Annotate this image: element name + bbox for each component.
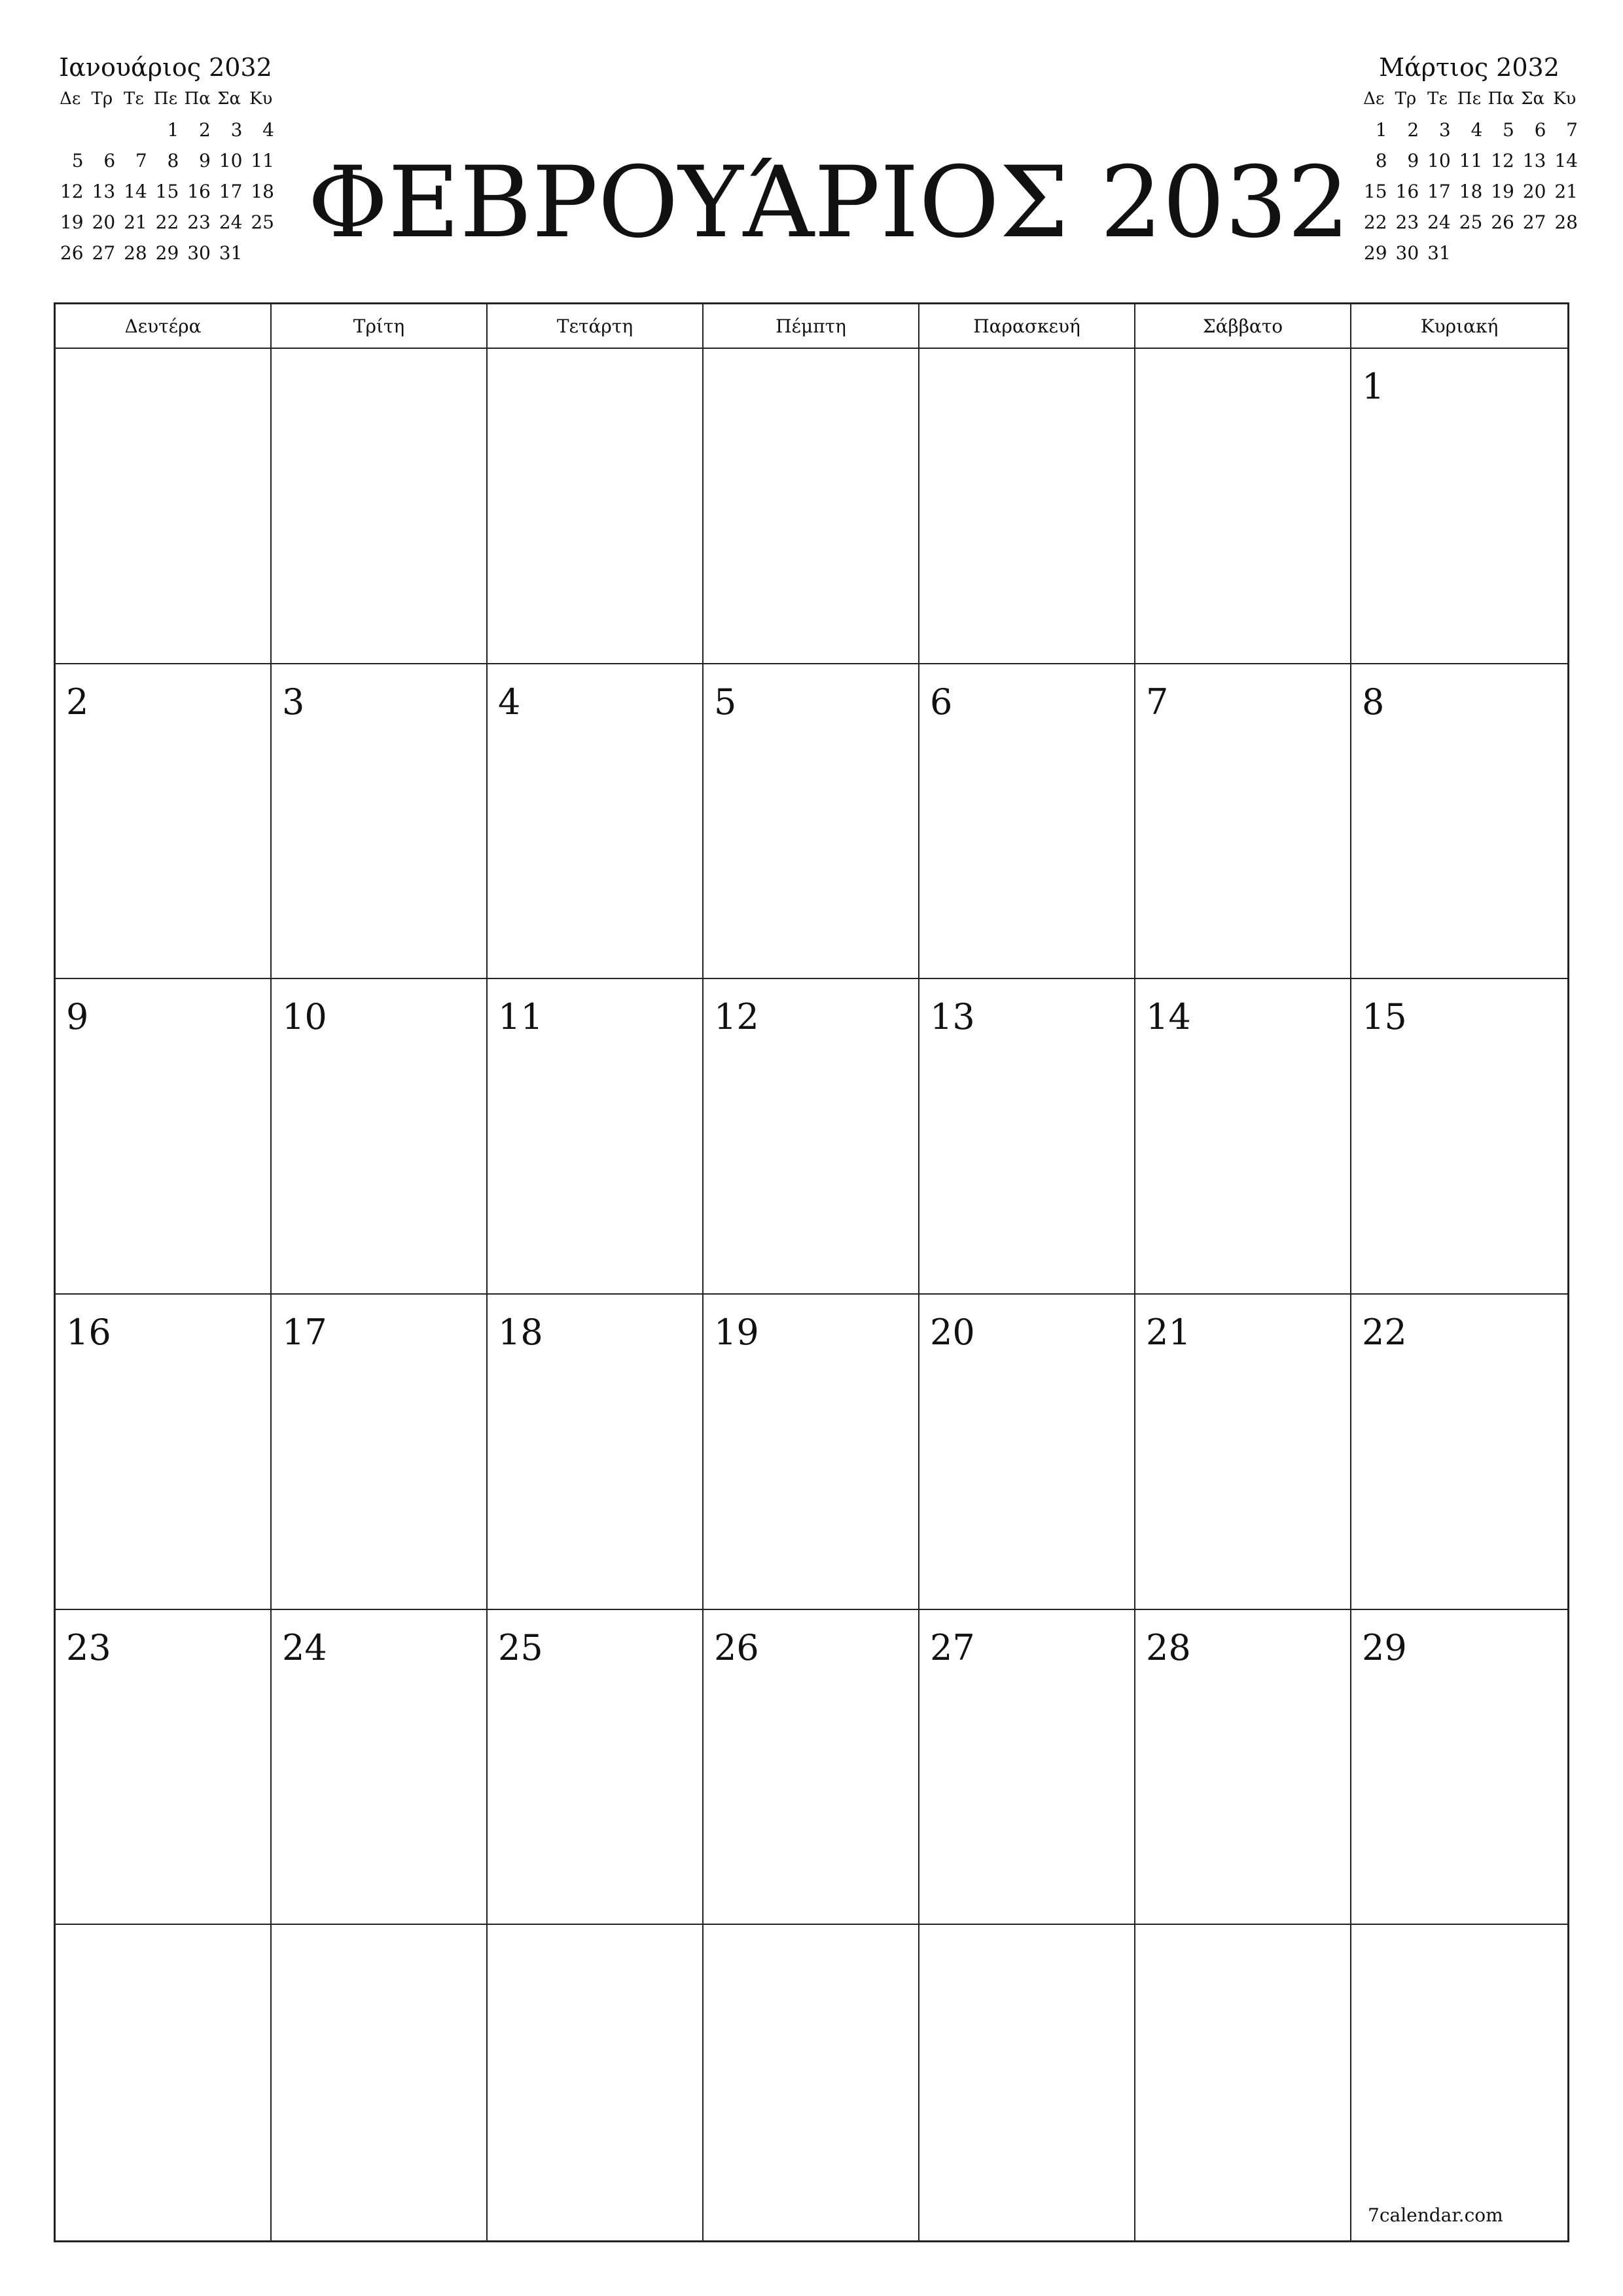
mini-day [54,115,86,145]
day-cell [56,1610,272,1926]
mini-weekday: Δε [60,89,81,109]
mini-weekday: Δε [1363,89,1385,109]
mini-day: 4 [262,119,274,141]
day-cell [488,349,704,664]
day-number: 14 [1146,996,1191,1038]
mini-day: 3 [1438,119,1451,141]
day-number: 4 [498,681,521,723]
day-number: 22 [1362,1311,1407,1353]
day-number: 7 [1146,681,1169,723]
day-number: 16 [66,1311,111,1353]
mini-day: 22 [1363,211,1387,233]
mini-day: 9 [199,150,211,171]
weekday-header: Κυριακή [1351,304,1567,349]
day-number: 10 [282,996,327,1038]
day-cell [488,1295,704,1610]
mini-day: 6 [103,150,116,171]
mini-weekday: Σα [217,89,241,109]
mini-day: 13 [1522,150,1546,171]
mini-weekday: Σα [1521,89,1545,109]
day-number: 18 [498,1311,543,1353]
mini-day: 16 [1395,181,1419,202]
mini-day: 14 [124,181,147,202]
mini-day: 7 [135,150,147,171]
day-cell [704,349,919,664]
day-number: 28 [1146,1626,1191,1668]
mini-day: 14 [1554,150,1578,171]
day-cell [272,1925,488,2240]
mini-day: 19 [60,211,84,233]
mini-day: 22 [155,211,179,233]
mini-day [1454,238,1486,268]
mini-day: 10 [1427,150,1451,171]
day-cell [919,664,1135,980]
day-cell [704,979,919,1295]
mini-day: 29 [155,242,179,264]
mini-day: 9 [1407,150,1419,171]
day-number: 2 [66,681,89,723]
day-cell [1351,1925,1567,2240]
mini-day: 1 [167,119,179,141]
mini-day: 30 [1395,242,1419,264]
mini-day: 3 [230,119,243,141]
mini-day: 8 [167,150,179,171]
mini-day: 2 [1407,119,1419,141]
mini-calendar-prev [54,51,277,268]
day-number: 19 [714,1311,759,1353]
day-cell [1135,349,1351,664]
day-number: 3 [282,681,305,723]
day-number: 23 [66,1626,111,1668]
mini-day: 6 [1534,119,1546,141]
mini-day: 5 [71,150,84,171]
day-number: 11 [498,996,543,1038]
day-cell [1135,1610,1351,1926]
mini-weekday: Πα [184,89,211,109]
mini-day: 2 [199,119,211,141]
mini-day: 7 [1566,119,1578,141]
mini-calendar-prev-grid [54,84,277,268]
mini-day: 21 [124,211,147,233]
day-number: 26 [714,1626,759,1668]
mini-weekday: Πα [1488,89,1514,109]
mini-day: 4 [1471,119,1483,141]
day-cell [919,1610,1135,1926]
day-number: 1 [1362,366,1385,407]
day-number: 5 [714,681,737,723]
page-title: ΦΕΒΡΟΥΆΡΙΟΣ 2032 [308,146,1350,260]
mini-day: 18 [251,181,274,202]
day-cell [919,1925,1135,2240]
day-number: 21 [1146,1311,1191,1353]
day-cell [56,349,272,664]
day-cell [56,664,272,980]
day-cell [488,1610,704,1926]
mini-calendar-next-title: Μάρτιος 2032 [1379,53,1560,82]
weekday-header: Τετάρτη [488,304,704,349]
mini-day: 17 [219,181,243,202]
day-number: 25 [498,1626,543,1668]
day-cell [56,1925,272,2240]
mini-day: 11 [1459,150,1483,171]
weekday-header: Πέμπτη [704,304,919,349]
month-grid [54,302,1569,2242]
weekday-header: Τρίτη [272,304,488,349]
day-number: 6 [930,681,953,723]
mini-day: 31 [1427,242,1451,264]
mini-day: 28 [1554,211,1578,233]
mini-weekday: Πε [153,89,178,109]
day-cell [488,1925,704,2240]
day-number: 17 [282,1311,327,1353]
day-cell [488,664,704,980]
mini-calendar-prev-title: Ιανουάριος 2032 [59,53,272,82]
mini-day: 23 [187,211,211,233]
day-cell [1351,979,1567,1295]
mini-day: 8 [1375,150,1387,171]
mini-day: 10 [219,150,243,171]
mini-day: 25 [251,211,274,233]
mini-day: 15 [1363,181,1387,202]
mini-day [245,238,277,268]
mini-day: 31 [219,242,243,264]
day-cell [1351,1295,1567,1610]
mini-day: 19 [1491,181,1514,202]
mini-day: 20 [92,211,116,233]
mini-day: 24 [1427,211,1451,233]
day-cell [1135,664,1351,980]
mini-day: 27 [1522,211,1546,233]
mini-day: 29 [1363,242,1387,264]
day-cell [919,1295,1135,1610]
mini-day: 25 [1459,211,1483,233]
day-cell [1135,1295,1351,1610]
mini-weekday: Τε [124,89,144,109]
day-cell [56,979,272,1295]
mini-day: 15 [155,181,179,202]
day-cell [272,979,488,1295]
mini-weekday: Τε [1427,89,1448,109]
mini-day: 12 [60,181,84,202]
mini-day: 28 [124,242,147,264]
day-cell [1351,1610,1567,1926]
mini-day: 24 [219,211,243,233]
mini-day: 13 [92,181,116,202]
day-number: 13 [930,996,975,1038]
mini-day [1485,238,1517,268]
mini-weekday: Κυ [1553,89,1577,109]
weekday-header: Σάββατο [1135,304,1351,349]
mini-day [1548,238,1580,268]
mini-day: 11 [251,150,274,171]
mini-day [118,115,150,145]
day-number: 20 [930,1311,975,1353]
mini-day: 16 [187,181,211,202]
mini-day: 1 [1375,119,1387,141]
day-cell [272,1295,488,1610]
day-cell [272,349,488,664]
day-cell [919,979,1135,1295]
mini-day: 21 [1554,181,1578,202]
weekday-header: Παρασκευή [919,304,1135,349]
day-cell [272,1610,488,1926]
day-cell [704,1295,919,1610]
mini-day: 26 [60,242,84,264]
day-cell [704,1925,919,2240]
weekday-header: Δευτέρα [56,304,272,349]
day-number: 12 [714,996,759,1038]
mini-day: 17 [1427,181,1451,202]
day-number: 9 [66,996,89,1038]
day-cell [704,1610,919,1926]
day-number: 29 [1362,1626,1407,1668]
mini-day: 30 [187,242,211,264]
mini-weekday: Κυ [249,89,273,109]
day-number: 27 [930,1626,975,1668]
day-cell [1135,1925,1351,2240]
mini-day [86,115,118,145]
day-cell [56,1295,272,1610]
mini-calendar-next-grid [1358,84,1580,268]
day-number: 8 [1362,681,1385,723]
mini-day: 27 [92,242,116,264]
site-credit: 7calendar.com [1368,2204,1503,2226]
mini-day: 18 [1459,181,1483,202]
mini-day: 26 [1491,211,1514,233]
mini-weekday: Τρ [91,89,113,109]
day-number: 24 [282,1626,327,1668]
day-cell [919,349,1135,664]
day-cell [272,664,488,980]
mini-weekday: Τρ [1395,89,1417,109]
day-cell [488,979,704,1295]
day-cell [704,664,919,980]
day-cell [1135,979,1351,1295]
mini-calendar-next [1358,51,1580,268]
mini-day: 5 [1503,119,1514,141]
mini-day: 12 [1491,150,1514,171]
day-number: 15 [1362,996,1407,1038]
mini-weekday: Πε [1457,89,1482,109]
day-cell [1351,349,1567,664]
mini-day [1517,238,1549,268]
mini-day: 20 [1522,181,1546,202]
mini-day: 23 [1395,211,1419,233]
day-cell [1351,664,1567,980]
